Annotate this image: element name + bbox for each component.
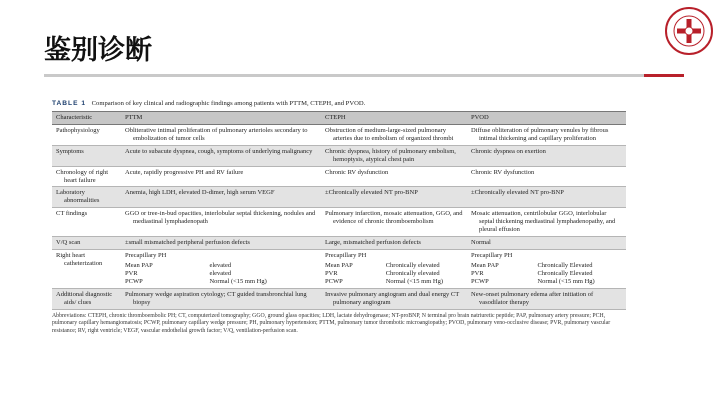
- table-row: [52, 208, 626, 237]
- title-divider: [44, 74, 644, 77]
- row-label: [52, 249, 121, 288]
- title-divider-accent: [644, 74, 684, 77]
- table-cell: [121, 288, 321, 309]
- cell-text: GGO or tree-in-bud opacities, interlobular septal thickening, nodules and mediastinal lymphadenopath: [125, 210, 316, 226]
- measure-value: Chronically Elevated: [537, 269, 593, 277]
- row-label: [52, 166, 121, 187]
- table-cell: [321, 145, 467, 166]
- measure-name: Mean PAP: [471, 261, 499, 269]
- column-header: PTTM: [121, 112, 321, 125]
- table-cell: [321, 288, 467, 309]
- hospital-logo: [664, 6, 714, 56]
- cell-text: Chronic RV dysfunction: [325, 168, 389, 176]
- cell-text: Acute, rapidly progressive PH and RV failure: [125, 168, 244, 176]
- cell-text: Anemia, high LDH, elevated D-dimer, high serum VEGF: [125, 189, 275, 197]
- row-label: [52, 288, 121, 309]
- row-label-text: Additional diagnostic aids/ clues: [56, 290, 113, 306]
- table-row: [52, 166, 626, 187]
- measure-name: PCWP: [125, 277, 143, 285]
- measure-value: Chronically elevated: [385, 269, 440, 277]
- measure-name: Mean PAP: [325, 261, 353, 269]
- row-label-text: Laboratory abnormalities: [56, 189, 100, 205]
- table-row: [52, 187, 626, 208]
- measurement-list: [471, 262, 622, 286]
- cell-text: Pulmonary infarction, mosaic attenuation, GGO, and evidence of chronic thromboembolism: [325, 210, 463, 226]
- measure-name: Mean PAP: [125, 261, 153, 269]
- cell-text: Diffuse obliteration of pulmonary venules by fibrous intimal thickening and capillary proliferation: [471, 126, 609, 142]
- table-cell: [321, 187, 467, 208]
- table-cell: [467, 288, 626, 309]
- row-label-text: Chronology of right heart failure: [56, 168, 108, 184]
- column-header: Characteristic: [52, 112, 121, 125]
- table-cell: [321, 249, 467, 288]
- table-cell: [321, 166, 467, 187]
- table-row: [52, 124, 626, 145]
- cell-text: Acute to subacute dyspnea, cough, symptoms of underlying malignancy: [125, 147, 313, 155]
- cell-text: Normal: [471, 239, 491, 247]
- table-cell: [467, 187, 626, 208]
- abbreviations-note: Abbreviations: CTEPH, chronic thromboembolic PH; CT, computerized tomography; GGO, ground glass opacities; LDH, lactate dehydrogenase; NT-proBNP, N terminal pro brain natriuretic peptide; PAP, pulmonary artery pressure; PCH, pulmonary capillary hemangiomatosis; PCWP, pulmonary capillary wedge pressure; PH, pulmonary hypertension; PTTM, pulmonary tumor thrombotic microangiopathy; PVOD, pulmonary veno-occlusive disease; PVR, pulmonary vascular resistance; RV, right ventricle; VEGF, vascular endothelial growth factor; V/Q, ventilation-perfusion scan.: [52, 312, 611, 334]
- table-row: [52, 288, 626, 309]
- cell-text: Pulmonary wedge aspiration cytology; CT guided transbronchial lung biopsy: [125, 290, 307, 306]
- measurement-list: [125, 262, 317, 286]
- row-label: CT findings: [52, 208, 121, 237]
- cell-text: ±small mismatched peripheral perfusion defects: [125, 239, 250, 247]
- measure-value: Chronically Elevated: [537, 261, 593, 269]
- comparison-table: [52, 111, 626, 310]
- cell-text: Chronic dyspnea on exertion: [471, 147, 546, 155]
- measure-value: Normal (<15 mm Hg): [537, 277, 595, 285]
- table-caption: [52, 100, 626, 107]
- row-label-text: Right heart catheterization: [56, 251, 103, 267]
- cell-heading: Precapillary PH: [125, 251, 167, 259]
- measure-name: PVR: [125, 269, 138, 277]
- column-header: CTEPH: [321, 112, 467, 125]
- cell-text: ±Chronically elevated NT pro-BNP: [325, 189, 418, 197]
- measure-value: Normal (<15 mm Hg): [209, 277, 267, 285]
- row-label: Symptoms: [52, 145, 121, 166]
- table-caption-text: Comparison of key clinical and radiographic findings among patients with PTTM, CTEPH, and PVOD.: [91, 100, 366, 107]
- comparison-table-figure: [52, 100, 626, 335]
- column-header: PVOD: [467, 112, 626, 125]
- measure-name: PCWP: [325, 277, 343, 285]
- slide-title: 鉴别诊断: [44, 35, 152, 66]
- cell-text: Invasive pulmonary angiogram and dual energy CT pulmonary angiogram: [325, 290, 460, 306]
- row-label: [52, 187, 121, 208]
- measure-name: PCWP: [471, 277, 489, 285]
- table-cell: [467, 145, 626, 166]
- table-cell: [321, 237, 467, 250]
- row-label: V/Q scan: [52, 237, 121, 250]
- table-cell: [467, 124, 626, 145]
- table-cell: [121, 237, 321, 250]
- cell-text: Mosaic attenuation, centrilobular GGO, interlobular septal thickening mediastinal lymphadenopathy, and pleural effusion: [471, 210, 616, 234]
- measure-name: PVR: [325, 269, 338, 277]
- cell-text: Obliterative intimal proliferation of pulmonary arterioles secondary to embolization of tumor cells: [125, 126, 308, 142]
- cell-text: Large, mismatched perfusion defects: [325, 239, 421, 247]
- measure-value: Normal (<15 mm Hg): [385, 277, 443, 285]
- table-row: [52, 237, 626, 250]
- measurement-list: [325, 262, 463, 286]
- cell-heading: Precapillary PH: [325, 251, 367, 259]
- table-cell: [467, 249, 626, 288]
- table-header-row: [52, 112, 626, 125]
- cell-text: ±Chronically elevated NT pro-BNP: [471, 189, 564, 197]
- table-cell: [121, 166, 321, 187]
- table-cell: [121, 208, 321, 237]
- row-label: Pathophysiology: [52, 124, 121, 145]
- table-cell: [121, 124, 321, 145]
- table-row: [52, 145, 626, 166]
- cell-text: Obstruction of medium-large-sized pulmonary arteries due to embolism of organized thrombi: [325, 126, 454, 142]
- table-cell: [321, 208, 467, 237]
- cell-text: Chronic dyspnea, history of pulmonary embolism, hemoptysis, atypical chest pain: [325, 147, 456, 163]
- cell-text: Chronic RV dysfunction: [471, 168, 535, 176]
- measure-value: elevated: [209, 269, 232, 277]
- table-cell: [467, 166, 626, 187]
- table-cell: [467, 237, 626, 250]
- table-cell: [467, 208, 626, 237]
- table-cell: [121, 187, 321, 208]
- table-label: TABLE 1: [52, 100, 86, 107]
- table-cell: [121, 249, 321, 288]
- cell-heading: Precapillary PH: [471, 251, 513, 259]
- table-cell: [121, 145, 321, 166]
- table-cell: [321, 124, 467, 145]
- measure-value: elevated: [209, 261, 232, 269]
- measure-value: Chronically elevated: [385, 261, 440, 269]
- measure-name: PVR: [471, 269, 484, 277]
- cell-text: New-onset pulmonary edema after initiation of vasodilator therapy: [471, 290, 594, 306]
- table-row: [52, 249, 626, 288]
